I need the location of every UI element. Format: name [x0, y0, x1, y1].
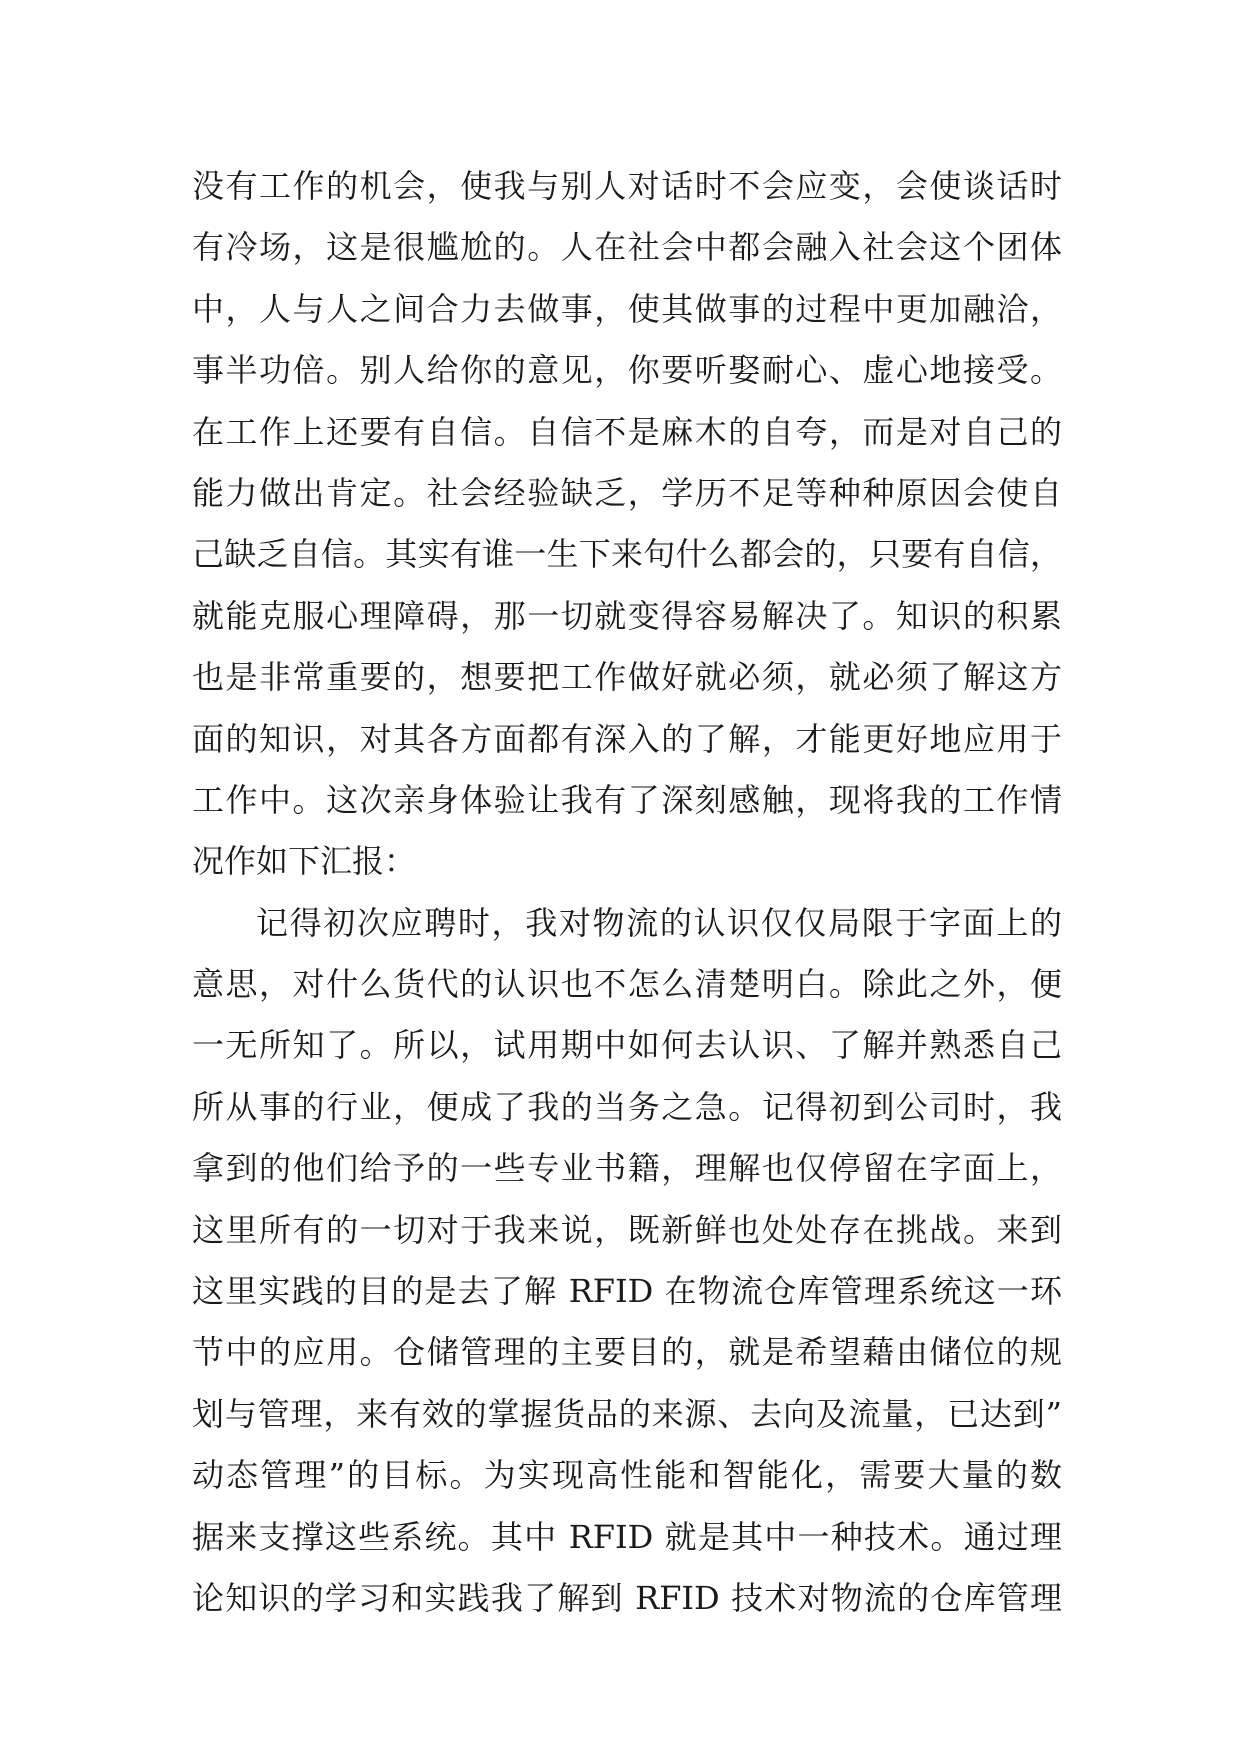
text-line: 中，人与人之间合力去做事，使其做事的过程中更加融洽， [192, 289, 1062, 328]
text-line: 己缺乏自信。其实有谁一生下来句什么都会的，只要有自信， [192, 535, 1062, 574]
text-line: 意思，对什么货代的认识也不怎么清楚明白。除此之外，便 [192, 965, 1062, 1004]
text-line: 在工作上还要有自信。自信不是麻木的自夸，而是对自己的 [192, 412, 1062, 451]
text-line: 节中的应用。仓储管理的主要目的，就是希望藉由储位的规 [192, 1333, 1062, 1372]
text-line: 能力做出肯定。社会经验缺乏，学历不足等种种原因会使自 [192, 473, 1062, 512]
text-line: 这里实践的目的是去了解 RFID 在物流仓库管理系统这一环 [192, 1272, 1062, 1311]
text-line: 记得初次应聘时，我对物流的认识仅仅局限于字面上的 [256, 903, 1062, 942]
text-line: 所从事的行业，便成了我的当务之急。记得初到公司时，我 [192, 1087, 1062, 1126]
text-line: 面的知识，对其各方面都有深入的了解，才能更好地应用于 [192, 719, 1062, 758]
text-line: 论知识的学习和实践我了解到 RFID 技术对物流的仓库管理 [192, 1578, 1062, 1617]
text-line: 动态管理”的目标。为实现高性能和智能化，需要大量的数 [192, 1456, 1062, 1495]
text-line: 工作中。这次亲身体验让我有了深刻感触，现将我的工作情 [192, 780, 1062, 819]
paragraph-2 [192, 893, 1062, 1630]
text-line: 就能克服心理障碍，那一切就变得容易解决了。知识的积累 [192, 596, 1062, 635]
text-line: 这里所有的一切对于我来说，既新鲜也处处存在挑战。来到 [192, 1210, 1062, 1249]
text-line: 也是非常重要的，想要把工作做好就必须，就必须了解这方 [192, 658, 1062, 697]
text-line: 没有工作的机会，使我与别人对话时不会应变，会使谈话时 [192, 167, 1062, 205]
text-line: 拿到的他们给予的一些专业书籍，理解也仅停留在字面上， [192, 1149, 1062, 1188]
text-line: 有冷场，这是很尴尬的。人在社会中都会融入社会这个团体 [192, 228, 1062, 267]
text-line: 据来支撑这些系统。其中 RFID 就是其中一种技术。通过理 [192, 1517, 1062, 1556]
paragraph-1 [192, 156, 1062, 893]
text-line: 况作如下汇报： [192, 842, 417, 881]
body-text [192, 156, 1062, 1629]
text-line: 划与管理，来有效的掌握货品的来源、去向及流量，已达到” [192, 1394, 1062, 1433]
text-line: 一无所知了。所以，试用期中如何去认识、了解并熟悉自己 [192, 1026, 1062, 1065]
text-line: 事半功倍。别人给你的意见，你要听娶耐心、虚心地接受。 [192, 351, 1062, 390]
